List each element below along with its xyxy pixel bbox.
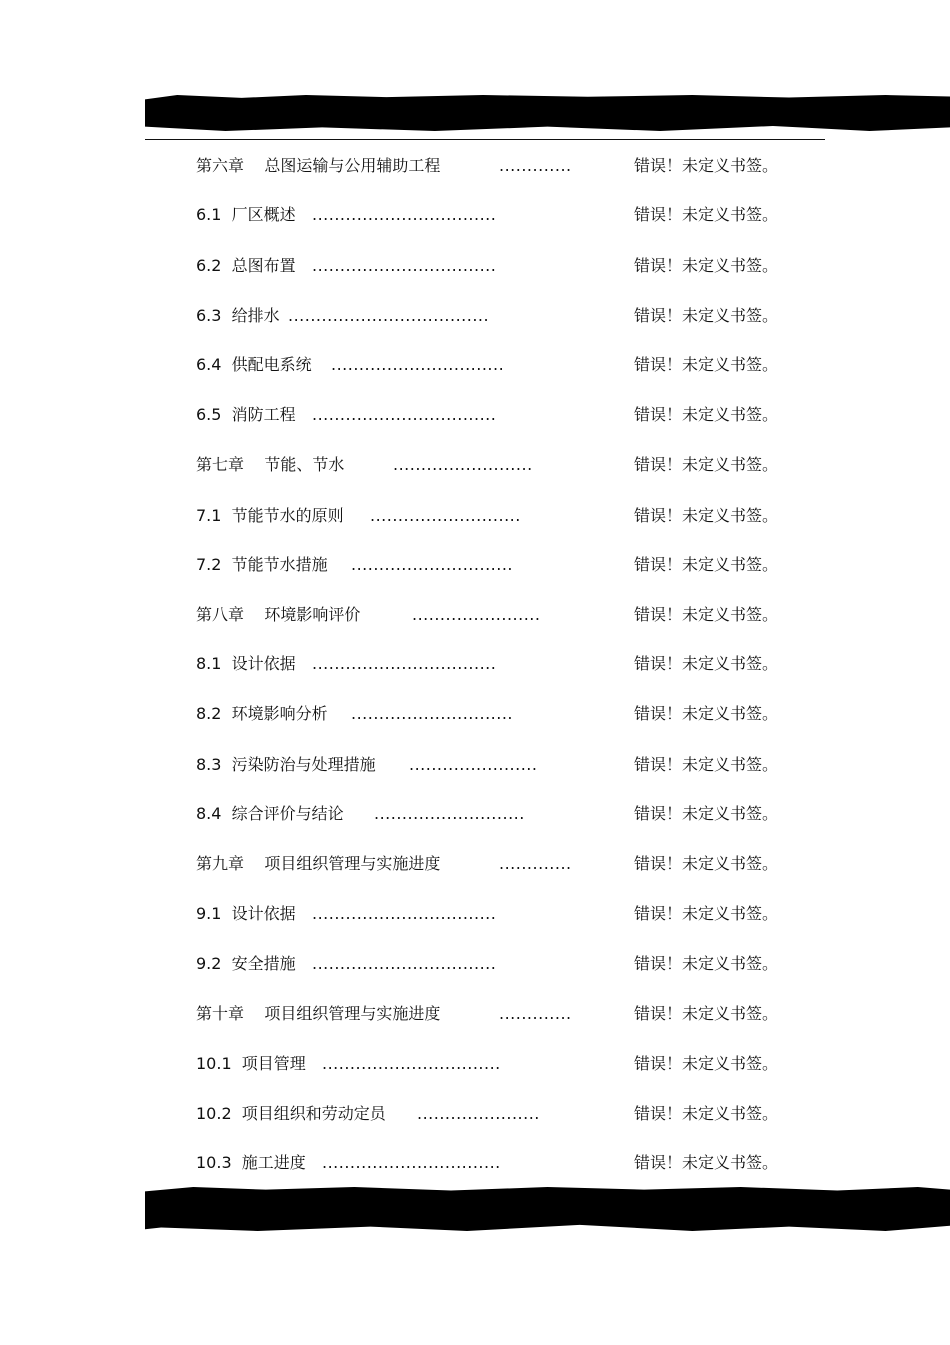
toc-entry[interactable] [196,1101,796,1127]
toc-leader-dots: ................................. [312,205,497,224]
toc-entry-title: 10.3 施工进度 [196,1153,306,1172]
toc-entry-title: 8.2 环境影响分析 [196,704,328,723]
toc-page-ref: 错误！未定义书签。 [634,156,779,175]
toc-entry[interactable] [196,851,796,877]
toc-page-ref: 错误！未定义书签。 [634,654,779,673]
toc-page-ref: 错误！未定义书签。 [634,1104,779,1123]
toc-entry-title: 6.4 供配电系统 [196,355,312,374]
toc-leader-dots: .................................... [288,306,490,325]
toc-entry[interactable] [196,503,796,529]
toc-entry[interactable] [196,402,796,428]
redacted-footer-block [145,1187,950,1231]
toc-leader-dots: ............................... [331,355,505,374]
toc-leader-dots: ........................... [374,804,525,823]
toc-page-ref: 错误！未定义书签。 [634,605,779,624]
toc-entry-title: 第六章 总图运输与公用辅助工程 [196,156,441,175]
toc-leader-dots: ...................... [417,1104,540,1123]
toc-entry-title: 第九章 项目组织管理与实施进度 [196,854,441,873]
toc-leader-dots: ................................. [312,256,497,275]
toc-page-ref: 错误！未定义书签。 [634,704,779,723]
toc-entry-title: 第八章 环境影响评价 [196,605,361,624]
toc-page-ref: 错误！未定义书签。 [634,1153,779,1172]
toc-page-ref: 错误！未定义书签。 [634,755,779,774]
toc-entry[interactable] [196,352,796,378]
toc-leader-dots: ......................... [393,455,533,474]
toc-entry-title: 8.1 设计依据 [196,654,296,673]
toc-page-ref: 错误！未定义书签。 [634,804,779,823]
toc-entry-title: 7.1 节能节水的原则 [196,506,344,525]
toc-leader-dots: ................................. [312,904,497,923]
toc-entry-title: 8.4 综合评价与结论 [196,804,344,823]
toc-leader-dots: ....................... [412,605,541,624]
toc-page-ref: 错误！未定义书签。 [634,954,779,973]
toc-leader-dots: ................................. [312,405,497,424]
toc-entry-title: 8.3 污染防治与处理措施 [196,755,376,774]
toc-leader-dots: ............................. [351,704,513,723]
toc-leader-dots: ............. [499,1004,572,1023]
toc-page-ref: 错误！未定义书签。 [634,1054,779,1073]
toc-entry-title: 6.3 给排水 [196,306,280,325]
toc-leader-dots: ............................. [351,555,513,574]
toc-entry[interactable] [196,552,796,578]
toc-entry[interactable] [196,253,796,279]
toc-entry-title: 7.2 节能节水措施 [196,555,328,574]
toc-entry[interactable] [196,901,796,927]
toc-leader-dots: ............. [499,854,572,873]
toc-leader-dots: ................................ [322,1054,501,1073]
toc-entry[interactable] [196,452,796,478]
toc-leader-dots: ............. [499,156,572,175]
toc-entry[interactable] [196,1150,796,1176]
toc-entry-title: 10.2 项目组织和劳动定员 [196,1104,386,1123]
toc-page-ref: 错误！未定义书签。 [634,1004,779,1023]
toc-entry[interactable] [196,951,796,977]
toc-entry[interactable] [196,153,796,179]
toc-page-ref: 错误！未定义书签。 [634,506,779,525]
toc-page-ref: 错误！未定义书签。 [634,306,779,325]
toc-page-ref: 错误！未定义书签。 [634,555,779,574]
toc-page-ref: 错误！未定义书签。 [634,205,779,224]
toc-entry-title: 9.1 设计依据 [196,904,296,923]
toc-leader-dots: ........................... [370,506,521,525]
toc-entry[interactable] [196,651,796,677]
toc-entry-title: 6.1 厂区概述 [196,205,296,224]
toc-page-ref: 错误！未定义书签。 [634,455,779,474]
toc-entry-title: 9.2 安全措施 [196,954,296,973]
toc-page-ref: 错误！未定义书签。 [634,256,779,275]
toc-page-ref: 错误！未定义书签。 [634,355,779,374]
toc-entry-title: 第七章 节能、节水 [196,455,345,474]
toc-leader-dots: ................................. [312,654,497,673]
toc-entry[interactable] [196,1001,796,1027]
toc-page-ref: 错误！未定义书签。 [634,854,779,873]
toc-leader-dots: ....................... [409,755,538,774]
toc-entry[interactable] [196,752,796,778]
toc-entry[interactable] [196,602,796,628]
toc-entry[interactable] [196,801,796,827]
toc-entry[interactable] [196,202,796,228]
toc-entry[interactable] [196,1051,796,1077]
toc-entry-title: 10.1 项目管理 [196,1054,306,1073]
toc-entry-title: 6.5 消防工程 [196,405,296,424]
toc-entry-title: 6.2 总图布置 [196,256,296,275]
toc-entry[interactable] [196,303,796,329]
toc-page-ref: 错误！未定义书签。 [634,904,779,923]
toc-leader-dots: ................................. [312,954,497,973]
toc-entry[interactable] [196,701,796,727]
toc-leader-dots: ................................ [322,1153,501,1172]
toc-page-ref: 错误！未定义书签。 [634,405,779,424]
toc-entry-title: 第十章 项目组织管理与实施进度 [196,1004,441,1023]
